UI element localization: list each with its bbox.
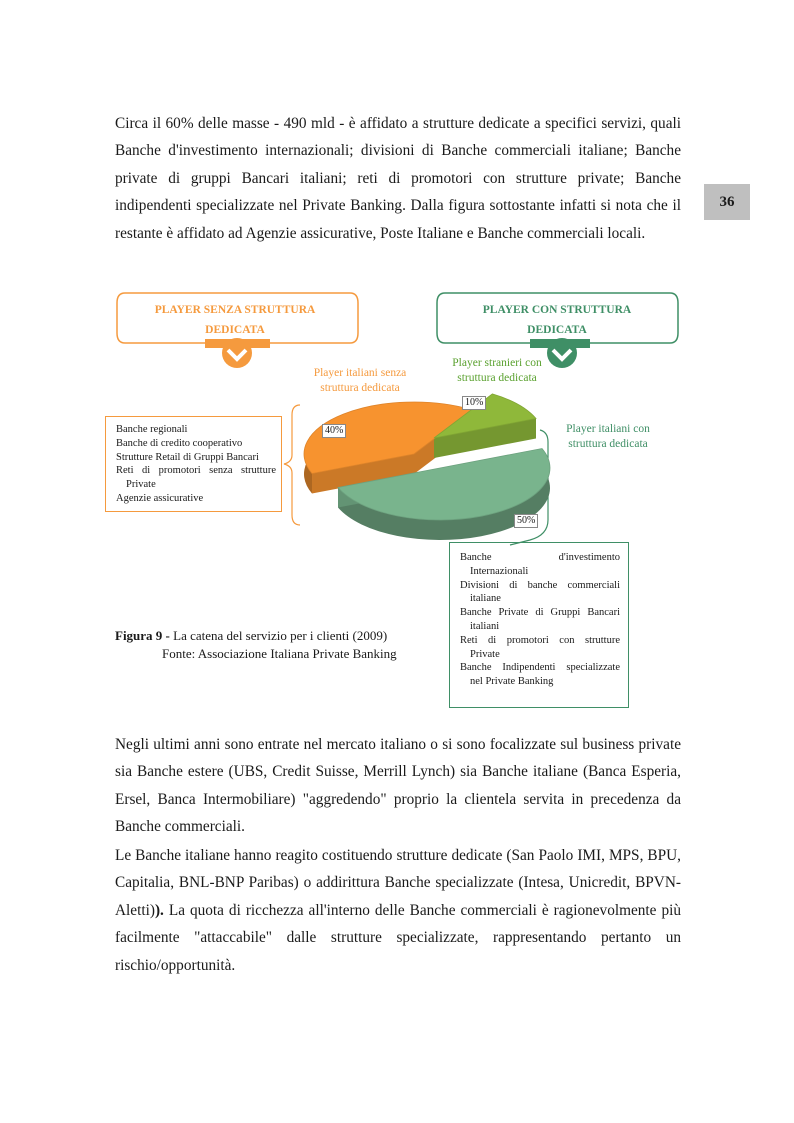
list-item: Strutture Retail di Gruppi Bancari: [116, 451, 259, 463]
paragraph-reaction-main: Le Banche italiane hanno reagito costituendo strutture dedicate (San Paolo IMI, MPS, BPU, Capitalia, BNL-BNP Paribas) o addirittura Banche specializzate (Intesa, Unicredit, BPVN-Aletti): [115, 847, 681, 919]
list-item: Private: [126, 479, 156, 491]
label-orange-line1: Player italiani senza: [313, 367, 407, 379]
header-left-line2: DEDICATA: [205, 324, 265, 336]
right-player-list: [449, 542, 629, 708]
data-label-green: 50%: [514, 514, 538, 528]
list-item: Banche Indipendenti specializzate: [460, 662, 620, 674]
brace-left: [284, 405, 300, 525]
list-item: Divisioni di banche commerciali: [460, 579, 620, 591]
caption-source: Fonte: Associazione Italiana Private Banking: [162, 646, 397, 661]
label-green-line2: struttura dedicata: [568, 438, 648, 450]
header-left-text: [130, 300, 340, 340]
data-label-orange: 40%: [322, 424, 346, 438]
list-item: Private: [470, 648, 500, 660]
list-item: italiane: [470, 593, 501, 605]
page-number: 36: [704, 184, 750, 220]
paragraph-market: Negli ultimi anni sono entrate nel mercato italiano o si sono focalizzate sul business private sia Banche estere (UBS, Credit Suisse, Merrill Lynch) sia Banche italiane (Banca Esperia, Ersel, Banca Intermobiliare) "aggredendo" proprio la clientela servita in precedenza da Banche commerciali.: [115, 736, 681, 836]
label-orange: [300, 366, 420, 396]
paragraph-reaction: [115, 842, 681, 979]
label-orange-line2: struttura dedicata: [320, 382, 400, 394]
list-item: Agenzie assicurative: [116, 492, 204, 504]
list-item: Internazionali: [470, 565, 529, 577]
paragraph-intro: Circa il 60% delle masse - 490 mld - è affidato a strutture dedicate a specifici servizi, quali Banche d'investimento internazionali; divisioni di Banche commerciali italiane; Banche private di gruppi Bancari italiani; reti di promotori con strutture private; Banche indipendenti specializzate nel Private Banking. Dalla figura sottostante infatti si nota che il restante è affidato ad Agenzie assicurative, Poste Italiane e Banche commerciali locali.: [115, 115, 681, 242]
label-lightgreen-line1: Player stranieri con: [452, 357, 542, 369]
caption-text: La catena del servizio per i clienti (2009): [169, 628, 388, 643]
caption-label: Figura 9 -: [115, 628, 170, 643]
header-right-line1: PLAYER CON STRUTTURA: [482, 304, 632, 316]
figure-caption: [115, 627, 397, 661]
label-lightgreen-line2: struttura dedicata: [457, 372, 537, 384]
header-right-text: [452, 300, 662, 340]
left-player-list: [105, 416, 282, 512]
list-item: nel Private Banking: [470, 676, 554, 688]
list-item: Banche Private di Gruppi Bancari: [460, 607, 620, 619]
list-item: Banche regionali: [116, 424, 188, 435]
list-item: Banche d'investimento: [460, 552, 620, 563]
label-green: [548, 422, 668, 452]
list-item: Banche di credito cooperativo: [116, 437, 243, 449]
paragraph-reaction-rest: La quota di ricchezza all'interno delle Banche commerciali è ragionevolmente più facilmente "attaccabile" dalle strutture specializzate, rappresentando pertanto un rischio/opportunità.: [115, 901, 681, 974]
list-item: Reti di promotori con strutture: [460, 634, 620, 646]
label-lightgreen: [437, 356, 557, 386]
paragraph-reaction-bold: ).: [154, 901, 164, 919]
header-left-line1: PLAYER SENZA STRUTTURA: [154, 304, 316, 316]
list-item: italiani: [470, 620, 500, 632]
chevron-down-icon: [222, 338, 252, 368]
header-right-line2: DEDICATA: [527, 324, 587, 336]
label-green-line1: Player italiani con: [566, 423, 650, 435]
data-label-lightgreen: 10%: [462, 396, 486, 410]
list-item: Reti di promotori senza strutture: [116, 465, 276, 477]
